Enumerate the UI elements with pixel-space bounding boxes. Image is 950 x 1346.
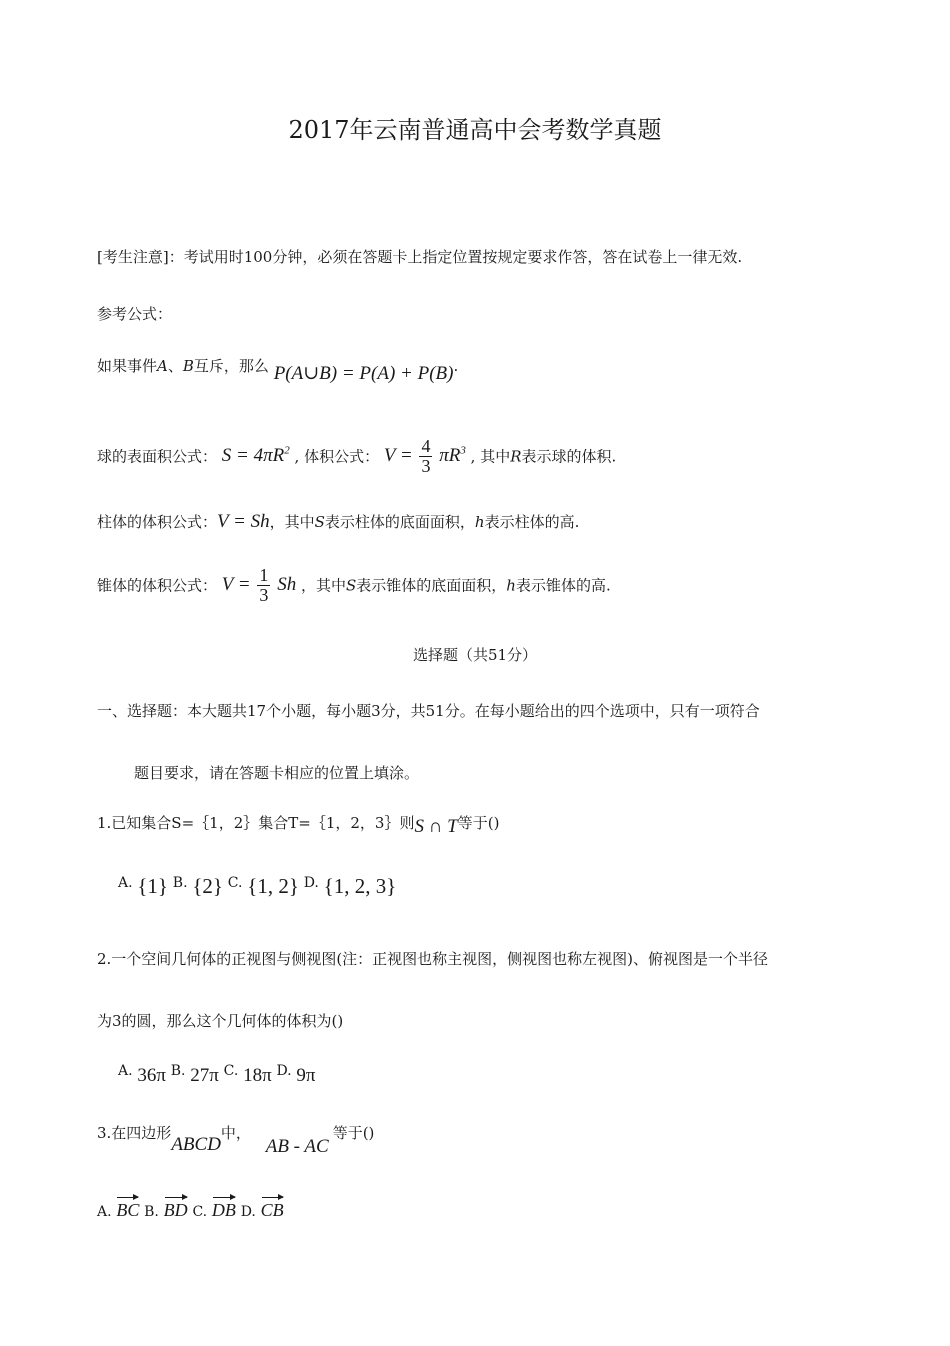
option-d-label[interactable]: D. (276, 1063, 292, 1079)
option-a-vector: BC (116, 1194, 139, 1222)
option-b-value: {2} (192, 874, 223, 898)
prism-c: 表示柱体的高. (484, 513, 580, 531)
cone-sh: Sh (277, 573, 297, 595)
sphere-prefix: 球的表面积公式： (97, 447, 218, 466)
question-2-line-2: 为3的圆，那么这个几何体的体积为() (97, 1012, 344, 1030)
formula-prefix: 如果事件 (97, 357, 158, 375)
option-b-label[interactable]: B. (144, 1204, 159, 1220)
fraction-numerator: 4 (421, 436, 431, 456)
formula-sphere (97, 437, 616, 476)
prism-h-symbol: h (474, 513, 485, 531)
sphere-volume-fraction (419, 437, 432, 476)
option-d-label[interactable]: D. (240, 1204, 256, 1220)
option-d-value: {1, 2, 3} (323, 874, 397, 898)
option-b-vector: BD (164, 1194, 188, 1222)
event-a: A (157, 357, 168, 375)
sphere-area-formula (222, 445, 290, 466)
question-3-mid: 中， (220, 1124, 251, 1142)
question-3-quad: ABCD (171, 1134, 221, 1155)
sphere-radius-symbol: R (510, 447, 522, 466)
option-a-label[interactable]: A. (97, 1204, 112, 1220)
formula-probability (97, 355, 459, 384)
sphere-suffix-b: 表示球的体积. (521, 447, 617, 466)
cone-s-symbol: S (346, 576, 357, 595)
fraction-denominator: 3 (421, 455, 431, 476)
option-a-label[interactable]: A. (118, 875, 133, 891)
instructions-line-2: 题目要求，请在答题卡相应的位置上填涂。 (134, 764, 420, 782)
section-heading: 选择题（共51分） (412, 646, 538, 664)
prism-formula: V = Sh (217, 511, 270, 532)
option-c-label[interactable]: C. (227, 875, 243, 891)
cone-h-symbol: h (506, 576, 516, 595)
cone-b: 表示锥体的底面面积， (356, 576, 507, 595)
sphere-volume-pir: πR (439, 445, 461, 467)
instructions-line-1: 一、选择题：本大题共17个小题，每小题3分，共51分。在每小题给出的四个选项中，只有一项符合 (97, 702, 760, 720)
option-b-label[interactable]: B. (170, 1063, 186, 1079)
prism-b: 表示柱体的底面面积， (324, 513, 475, 531)
prism-prefix: 柱体的体积公式： (97, 513, 218, 531)
fraction-denominator: 3 (259, 584, 269, 605)
question-3-text: 3.在四边形 (97, 1124, 172, 1142)
question-1-expr: S ∩ T (414, 816, 458, 837)
sphere-volume-exp: 3 (460, 444, 466, 457)
question-3-expr: AB - AC (265, 1136, 329, 1157)
prism-s-symbol: S (314, 513, 325, 531)
question-3 (97, 1122, 375, 1157)
formula-prism (97, 511, 579, 534)
cone-a: ，其中 (300, 576, 346, 595)
fraction-numerator: 1 (259, 565, 269, 585)
sphere-suffix-a: , 其中 (470, 447, 511, 466)
question-2-line-1: 2.一个空间几何体的正视图与侧视图(注：正视图也称主视图，侧视图也称左视图)、俯视图是一个半径 (97, 950, 769, 968)
option-c-value: 18π (243, 1065, 272, 1086)
option-c-label[interactable]: C. (223, 1063, 239, 1079)
cone-prefix: 锥体的体积公式： (97, 576, 218, 595)
question-3-options (97, 1194, 284, 1222)
option-d-label[interactable]: D. (303, 875, 319, 891)
question-1 (97, 812, 499, 835)
sphere-volume-v: V = (383, 444, 413, 466)
cone-c: 表示锥体的高. (515, 576, 611, 595)
cone-volume-fraction (257, 566, 270, 605)
formula-end: . (453, 357, 459, 375)
notice-text: [考生注意]：考试用时100分钟，必须在答题卡上指定位置按规定要求作答，答在试卷上一律无效. (97, 248, 743, 266)
probability-formula: P(A∪B) = P(A) + P(B) (273, 363, 454, 384)
reference-label: 参考公式： (97, 305, 173, 323)
sphere-area-lhs: S = 4πR (221, 445, 285, 467)
option-b-value: 27π (190, 1065, 219, 1086)
option-a-value: 36π (137, 1065, 166, 1086)
option-c-vector: DB (212, 1194, 236, 1222)
option-c-value: {1, 2} (247, 874, 299, 898)
prism-a: ，其中 (269, 513, 315, 531)
sphere-volume-rest (439, 445, 466, 466)
question-2-options (118, 1063, 316, 1088)
formula-cone (97, 566, 611, 605)
option-a-value: {1} (137, 874, 169, 898)
question-1-end: 等于() (457, 814, 500, 832)
sphere-mid: , 体积公式： (294, 447, 380, 466)
event-b: B (182, 357, 194, 375)
formula-sep: 、 (167, 357, 183, 375)
question-3-end: 等于() (332, 1124, 375, 1142)
question-1-options (118, 874, 396, 899)
option-c-label[interactable]: C. (192, 1204, 208, 1220)
option-d-value: 9π (296, 1065, 316, 1086)
option-d-vector: CB (261, 1194, 284, 1222)
formula-mid: 互斥，那么 (193, 357, 269, 375)
page-title: 2017年云南普通高中会考数学真题 (288, 116, 662, 144)
question-1-text: 1.已知集合S=｛1，2｝集合T=｛1，2，3｝则 (97, 814, 415, 832)
cone-volume-v: V = (221, 573, 251, 595)
option-a-label[interactable]: A. (118, 1063, 133, 1079)
sphere-area-exp: 2 (284, 444, 290, 457)
option-b-label[interactable]: B. (172, 875, 188, 891)
